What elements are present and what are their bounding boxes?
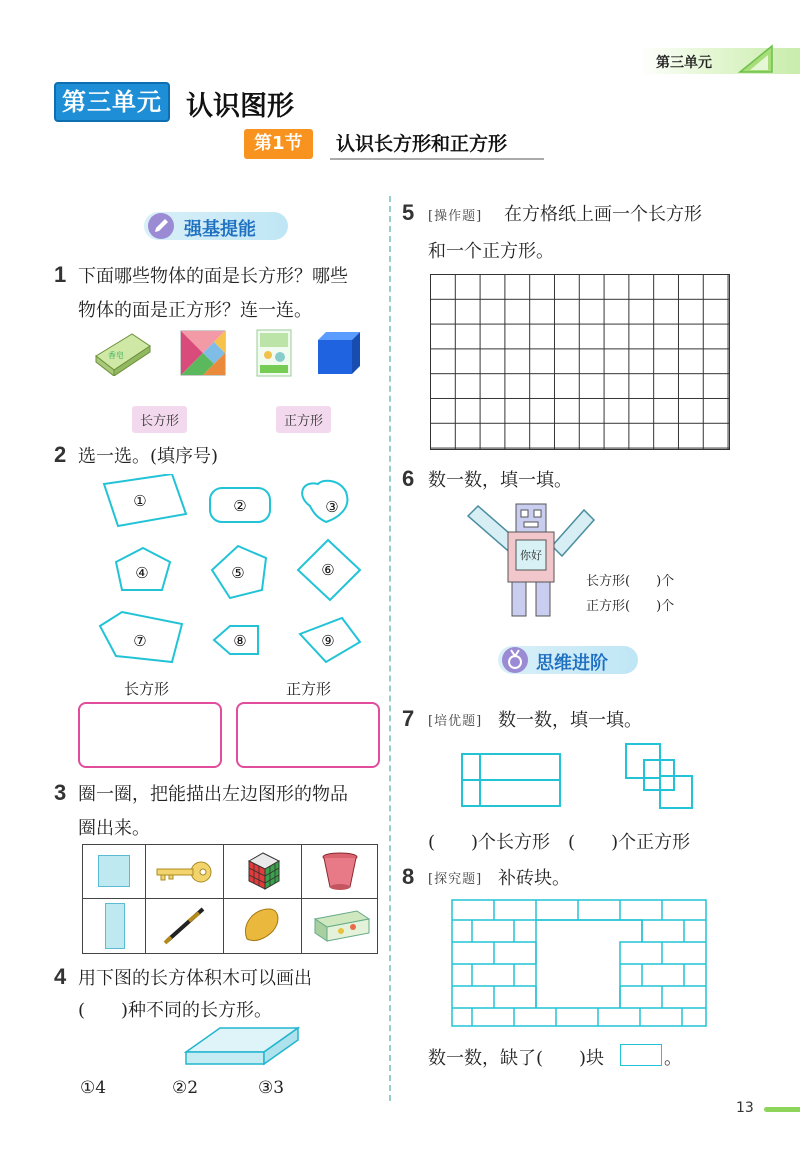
q1-choice-square[interactable]: 正方形 <box>276 406 331 433</box>
column-divider <box>389 196 391 1101</box>
robot-right-leg <box>536 582 550 616</box>
soap-box-image <box>92 330 154 376</box>
q8-answer-end: 。 <box>664 1048 682 1069</box>
svg-text:香皂: 香皂 <box>108 351 124 360</box>
shape-label-4: ④ <box>135 564 149 582</box>
q1-text-line1: 下面哪些物体的面是长方形？哪些 <box>78 266 348 287</box>
shape-label-6: ⑥ <box>321 561 335 579</box>
q5-tag: [操作题] <box>428 209 483 224</box>
medal-icon <box>500 645 530 675</box>
q6-number: 6 <box>402 466 415 491</box>
q8-number: 8 <box>402 864 415 889</box>
q5-number: 5 <box>402 200 415 225</box>
cube-image <box>316 330 362 376</box>
mango-image[interactable] <box>239 905 283 945</box>
page-number: 13 <box>736 1100 754 1116</box>
q5-text-line2: 和一个正方形。 <box>428 241 554 262</box>
q7-rectangle-figure <box>460 752 562 810</box>
q4-number: 4 <box>54 964 67 989</box>
q7-answer[interactable]: ( )个长方形 ( )个正方形 <box>428 832 691 853</box>
pencil-icon <box>146 211 176 241</box>
q2-box-label-rectangle: 长方形 <box>124 680 170 698</box>
part-thinking-advance: 思维进阶 <box>498 646 638 674</box>
q8-tag: [探究题] <box>428 872 483 887</box>
q2-text: 选一选。(填序号) <box>78 446 219 467</box>
section-underline <box>330 158 544 160</box>
q8-text: 补砖块。 <box>498 868 570 889</box>
robot-left-leg <box>512 582 526 616</box>
shape-label-2: ② <box>233 497 247 515</box>
unit-title-badge: 第三单元 <box>54 82 170 122</box>
robot-head <box>516 504 546 532</box>
shape-label-9: ⑨ <box>321 632 335 650</box>
q2-answer-box-square[interactable] <box>236 702 380 768</box>
q7-squares-figure <box>624 742 696 812</box>
svg-text:你好: 你好 <box>520 549 542 562</box>
q6-text: 数一数，填一填。 <box>428 470 572 491</box>
shape-label-1: ① <box>133 492 147 510</box>
q6-fill-squares[interactable]: 正方形( )个 <box>586 599 675 614</box>
q8-answer[interactable]: 数一数，缺了( )块 <box>428 1048 605 1069</box>
flower-pot-image[interactable] <box>321 851 359 891</box>
robot-right-arm <box>552 510 594 556</box>
cuboid-block-image <box>184 1024 300 1068</box>
robot-figure <box>466 500 596 618</box>
unit-title-name: 认识图形 <box>186 91 294 122</box>
q2-box-label-square: 正方形 <box>286 680 332 698</box>
q7-number: 7 <box>402 706 415 731</box>
section-name: 认识长方形和正方形 <box>336 133 508 155</box>
section-banner <box>244 129 544 159</box>
book-image <box>256 329 292 377</box>
q4-option-2[interactable]: ②2 <box>172 1078 199 1098</box>
section-number: 第1节 <box>244 129 313 159</box>
tangram-image <box>180 330 226 376</box>
q1-choice-rectangle[interactable]: 长方形 <box>132 406 187 433</box>
q4-text-line1: 用下图的长方体积木可以画出 <box>78 968 312 989</box>
shape-label-8: ⑧ <box>233 632 247 650</box>
q4-option-3[interactable]: ③3 <box>258 1078 285 1098</box>
q3-text-line1: 圈一圈，把能描出左边图形的物品 <box>78 784 348 805</box>
q2-number: 2 <box>54 442 67 467</box>
q8-brick-sample <box>620 1044 662 1066</box>
shape-label-3: ③ <box>325 498 339 516</box>
part-strong-basics: 强基提能 <box>144 212 288 240</box>
page-number-bar <box>764 1107 800 1112</box>
q4-text-line2: ( )种不同的长方形。 <box>78 1000 273 1021</box>
pen-image[interactable] <box>159 903 209 947</box>
q2-shapes <box>90 474 380 674</box>
q1-text-line2: 物体的面是正方形？连一连。 <box>78 300 312 321</box>
q7-text: 数一数，填一填。 <box>498 710 642 731</box>
q5-grid-paper[interactable] <box>430 274 730 450</box>
q3-number: 3 <box>54 780 67 805</box>
q4-option-1[interactable]: ①4 <box>80 1078 107 1098</box>
q3-square-sample <box>98 855 130 887</box>
ruler-icon <box>736 44 776 74</box>
q2-answer-box-rectangle[interactable] <box>78 702 222 768</box>
q6-fill-rectangles[interactable]: 长方形( )个 <box>586 574 675 589</box>
q3-table <box>82 844 378 954</box>
q3-text-line2: 圈出来。 <box>78 818 150 839</box>
q7-tag: [培优题] <box>428 714 483 729</box>
key-image[interactable] <box>153 859 215 885</box>
rubiks-cube-image[interactable] <box>245 851 281 891</box>
q3-rectangle-sample <box>105 903 125 949</box>
q1-number: 1 <box>54 262 67 287</box>
pencil-box-image[interactable] <box>311 905 371 945</box>
shape-label-5: ⑤ <box>231 564 245 582</box>
brick-wall <box>450 898 708 1028</box>
shape-label-7: ⑦ <box>133 632 147 650</box>
q5-text-line1: 在方格纸上画一个长方形 <box>504 204 702 225</box>
header-unit-tag: 第三单元 <box>640 48 800 74</box>
